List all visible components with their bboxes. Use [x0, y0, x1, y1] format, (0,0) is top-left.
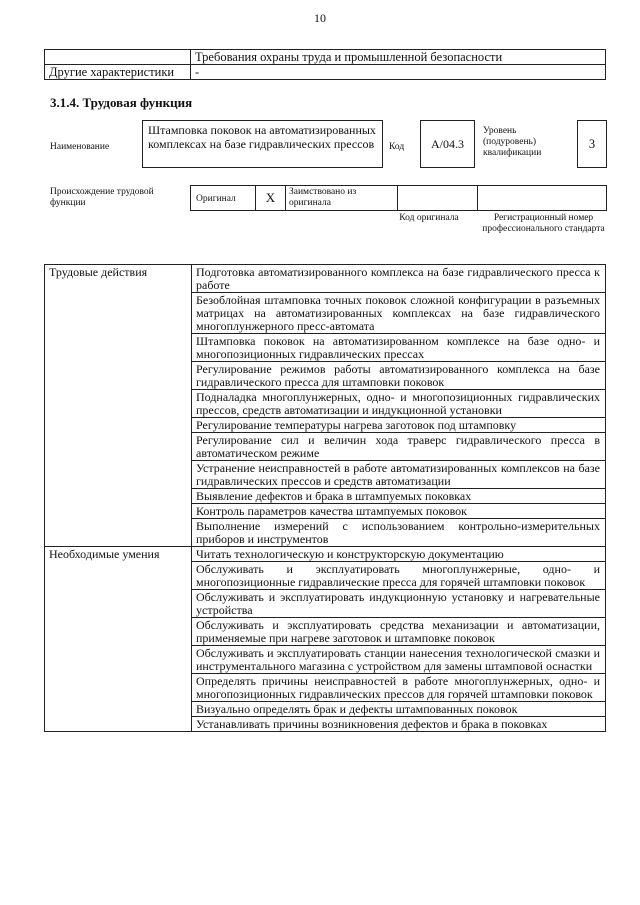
other-characteristics-value: - [191, 65, 606, 80]
labor-action-item: Выполнение измерений с использованием контрольно-измерительных приборов и инструментов [192, 519, 606, 547]
code-of-original-caption: Код оригинала [399, 213, 459, 223]
original-cell [190, 185, 256, 211]
origin-row [190, 185, 607, 211]
required-skill-item: Обслуживать и эксплуатировать станции нанесения технологической смазки и инструментального магазина с устройством для замены штамповой оснастки [192, 646, 606, 674]
labor-action-item: Регулирование режимов работы автоматизированного комплекса на базе гидравлического пресса для штамповки поковок [192, 362, 606, 390]
required-skill-item: Обслуживать и эксплуатировать средства механизации и автоматизации, применяемые при нагреве заготовок и штамповке поковок [192, 618, 606, 646]
registration-number-caption: Регистрационный номер профессионального стандарта [482, 213, 605, 234]
required-skill-group-label: Необходимые умения [45, 547, 192, 732]
function-code-value: А/04.3 [420, 120, 475, 168]
required-skill-row [45, 547, 606, 562]
required-skill-item: Обслуживать и эксплуатировать индукционную установку и нагревательные устройства [192, 590, 606, 618]
required-skill-item: Читать технологическую и конструкторскую документацию [192, 547, 606, 562]
required-skill-item: Определять причины неисправностей в работе многоплунжерных, одно- и многопозиционных гидравлических прессов для горячей штамповки поковок [192, 674, 606, 702]
required-skill-item: Визуально определять брак и дефекты штампованных поковок [192, 702, 606, 717]
labor-action-item: Штамповка поковок на автоматизированном комплексе на базе одно- и многопозиционных гидравлических прессах [192, 334, 606, 362]
required-skill-item: Обслуживать и эксплуатировать многоплунжерные, одно- и многопозиционные гидравлические пресса для горячей штамповки поковок [192, 562, 606, 590]
original-code-cell [398, 185, 478, 211]
labor-action-group-label: Трудовые действия [45, 265, 192, 547]
empty-label-cell [45, 50, 191, 65]
registration-number-cell [478, 185, 607, 211]
safety-requirements-cell: Требования охраны труда и промышленной безопасности [191, 50, 606, 65]
code-label: Код [389, 142, 405, 152]
other-characteristics-label: Другие характеристики [45, 65, 191, 80]
labor-action-row [45, 265, 606, 293]
top-characteristics-table [44, 49, 606, 80]
labor-action-item: Безоблойная штамповка точных поковок сложной конфигурации в разъемных матрицах на автоматизированных комплексах на базе гидравлического многоплунжерного пресс-автомата [192, 293, 606, 334]
qualification-level-label: Уровень (подуровень) квалификации [483, 126, 542, 158]
labor-function-table [44, 264, 606, 732]
page-number: 10 [314, 11, 326, 25]
section-title: 3.1.4. Трудовая функция [50, 95, 193, 110]
labor-action-item: Регулирование сил и величин хода траверс гидравлического пресса в автоматическом режиме [192, 433, 606, 461]
labor-action-item: Контроль параметров качества штампуемых поковок [192, 504, 606, 519]
original-mark: X [256, 185, 286, 211]
labor-action-item: Регулирование температуры нагрева заготовок под штамповку [192, 418, 606, 433]
required-skill-item: Устанавливать причины возникновения дефектов и брака в поковках [192, 717, 606, 732]
function-name-value: Штамповка поковок на автоматизированных комплексах на базе гидравлических прессов [142, 120, 383, 168]
labor-action-item: Устранение неисправностей в работе автоматизированных комплексов на базе гидравлических прессов и средств автоматизации [192, 461, 606, 489]
labor-action-item: Подготовка автоматизированного комплекса на базе гидравлического пресса к работе [192, 265, 606, 293]
name-label: Наименование [50, 142, 110, 152]
labor-action-item: Подналадка многоплунжерных, одно- и многопозиционных гидравлических прессов, средств автоматизации и индукционной установки [192, 390, 606, 418]
labor-action-item: Выявление дефектов и брака в штампуемых поковках [192, 489, 606, 504]
origin-label: Происхождение трудовой функции [50, 187, 154, 208]
qualification-level-value: 3 [577, 120, 607, 168]
original-label: Оригинал [196, 194, 236, 204]
borrowed-label: Заимствовано из оригинала [286, 185, 398, 211]
